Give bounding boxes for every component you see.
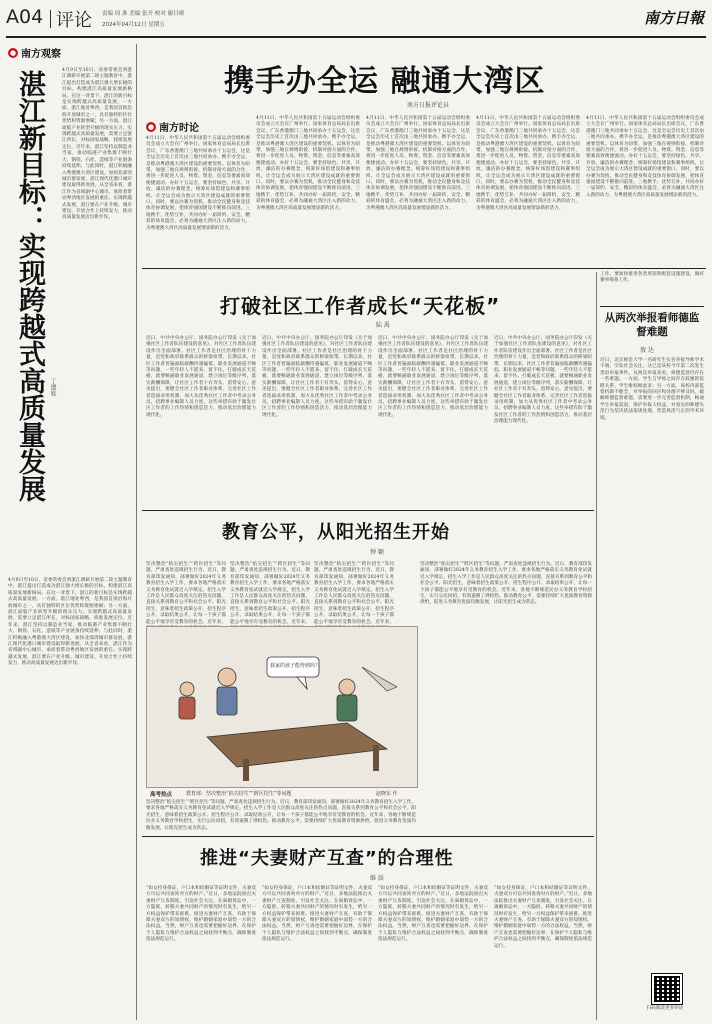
article4-body-1: “如女持身保证，户口本和结婚证等证明文件，夫妻双方可以共同查询对方的财产。”近日，多地法院推出夫妻财产互查制度，引发社会关注。在离婚诉讼中，一方隐匿、转移夫妻共同财产的情况时有发生，给另一方权益保护带来困难。推进夫妻财产互查，有助于保障夫妻双方的知情权，维护婚姻家庭中弱势一方的合法权益。当然，财产互查也需要把握好边界，在保护个人隐私与维护合法权益之间找到平衡点，确保制度依法规范运行。 <box>146 886 256 943</box>
lead-article-body-3: 4月11日，中华人民共和国第十五届运动会组织委员会成立大会在广州举行。国家体育总局局长出席会议，广东香港澳门三地共同承办十五运会，这是全运会历史上首次由三地共同承办。携手办全运，是推动粤港澳大湾区建设的重要契机。以体育为纽带，加强三地在规则衔接、机制对接方面的合作，将进一步促进人员、物资、资金、信息等要素高效便捷流动。办好十五运会，要坚持绿色、共享、开放、廉洁的办赛理念，统筹好场馆建设和赛事组织，让全运会成为展示大湾区建设成就的重要窗口。同时，要以办赛为契机，推动全民健身和竞技体育协调发展，把体育强国建设不断推向前进。三地携手，优势互补，共同办好一届简约、安全、精彩的体育盛会，必将为融通大湾区注入新的动力，为粤港澳大湾区高质量发展增添新的活力。 <box>366 116 470 211</box>
article2-body-4: 近日，中共中央办公厅、国务院办公厅印发《关于加强社区工作者队伍建设的意见》，对社区工作者队伍建设作出全面部署。社区工作者是社区治理的骨干力量，是党和政府联系群众的桥梁纽带。长期以来，社区工作者普遍面临薪酬待遇偏低、职业发展通道不畅等问题，一些年轻人不愿来、留不住。打破成长天花板，就要畅通职业发展通道，建立岗位等级序列，落实薪酬保障，让社区工作者干有奔头、留得安心。意见提出，要健全社区工作者职业体系，完善社区工作者选拔录用机制，加大从优秀社区工作者中考录公务员、招聘事业编制人员力度。这些举措有助于激发社区工作者的工作热情和创造活力，推动基层治理能力现代化。 <box>494 336 592 425</box>
page-header <box>6 4 706 34</box>
editorial-cartoon <box>146 626 418 788</box>
page-code: A04 <box>6 6 44 28</box>
article3-body-3: 坚决整治“掐尖招生”“跨区招生”等问题，严肃查处违规招生行为。近日，教育部印发通知，部署做好2024年义务教育招生入学工作，要求各地严格落实义务教育免试就近入学规定。招生入学工作是人民群众高度关注的热点问题，直接关系到教育公平和社会公平。阳光招生，意味着招生政策公开、招生程序公开、录取结果公开，让每一个孩子都能公平地享有受教育的机会。近年来， <box>314 562 394 625</box>
article4-body-2: “如女持身保证，户口本和结婚证等证明文件，夫妻双方可以共同查询对方的财产。”近日，多地法院推出夫妻财产互查制度，引发社会关注。在离婚诉讼中，一方隐匿、转移夫妻共同财产的情况时有发生，给另一方权益保护带来困难。推进夫妻财产互查，有助于保障夫妻双方的知情权，维护婚姻家庭中弱势一方的合法权益。当然，财产互查也需要把握好边界，在保护个人隐私与维护合法权益之间找到平衡点，确保制度依法规范运行。 <box>262 886 372 943</box>
lead-article-byline: 南方日报评论员 <box>407 102 450 109</box>
left-column-divider <box>136 44 137 1020</box>
sidebar-byline: 敖 达 <box>640 347 654 354</box>
article3-body-1: 坚决整治“掐尖招生”“跨区招生”等问题，严肃查处违规招生行为。近日，教育部印发通知，部署做好2024年义务教育招生入学工作，要求各地严格落实义务教育免试就近入学规定。招生入学工作是人民群众高度关注的热点问题，直接关系到教育公平和社会公平。阳光招生，意味着招生政策公开、招生程序公开、录取结果公开，让每一个孩子都能公平地享有受教育的机会。近年来， <box>146 562 226 625</box>
lead-article-body-1: 4月11日，中华人民共和国第十五届运动会组织委员会成立大会在广州举行。国家体育总局局长出席会议，广东香港澳门三地共同承办十五运会，这是全运会历史上首次由三地共同承办。携手办全运，是推动粤港澳大湾区建设的重要契机。以体育为纽带，加强三地在规则衔接、机制对接方面的合作，将进一步促进人员、物资、资金、信息等要素高效便捷流动。办好十五运会，要坚持绿色、共享、开放、廉洁的办赛理念，统筹好场馆建设和赛事组织，让全运会成为展示大湾区建设成就的重要窗口。同时，要以办赛为契机，推动全民健身和竞技体育协调发展，把体育强国建设不断推向前进。三地携手，优势互补，共同办好一届简约、安全、精彩的体育盛会，必将为融通大湾区注入新的动力，为粤港澳大湾区高质量发展增添新的活力。 <box>146 136 250 231</box>
cartoon-illustration <box>147 627 417 787</box>
sidebar-top-rule <box>600 306 704 307</box>
staff-credit: 责编 周 准 美编 张开 校对 谢日晴 <box>102 11 184 17</box>
article4-rule <box>142 836 594 837</box>
section-name: 评论 <box>56 10 92 31</box>
lead-article-tag-label: 南方时论 <box>159 123 199 134</box>
south-commentary-icon: ● <box>147 122 155 131</box>
masthead-logo: 南方日報 <box>643 9 704 27</box>
article2-body-2: 近日，中共中央办公厅、国务院办公厅印发《关于加强社区工作者队伍建设的意见》，对社区工作者队伍建设作出全面部署。社区工作者是社区治理的骨干力量，是党和政府联系群众的桥梁纽带。长期以来，社区工作者普遍面临薪酬待遇偏低、职业发展通道不畅等问题，一些年轻人不愿来、留不住。打破成长天花板，就要畅通职业发展通道，建立岗位等级序列，落实薪酬保障，让社区工作者干有奔头、留得安心。意见提出，要健全社区工作者职业体系，完善社区工作者选拔录用机制，加大从优秀社区工作者中考录公务员、招聘事业编制人员力度。这些举措有助于激发社区工作者的工作热情和创造活力，推动基层治理能力现代化。 <box>262 336 372 418</box>
article2-title: 打破社区工作者成长“天花板” <box>220 294 501 318</box>
sidebar-body: 近日，北京师范大学一名研究生实名举报导师学术不端，引发社会关注。这已是该校今年第二次发生类似举报事件。从两次举报来看，师德监督仍存在一些难题。一方面，学生与导师之间存在较强的依附关系，学生维权顾虑多；另一方面，高校内部监督机制不健全，对举报的回应和处理不够及时。破解师德监督难题，需要进一步完善监督机制，畅通学生举报渠道，保护举报人权益，对查实的师德失范行为坚决依法依规处理，营造风清气正的学术环境。 <box>600 358 704 421</box>
lead-article-body-5: 4月11日，中华人民共和国第十五届运动会组织委员会成立大会在广州举行。国家体育总局局长出席会议，广东香港澳门三地共同承办十五运会，这是全运会历史上首次由三地共同承办。携手办全运，是推动粤港澳大湾区建设的重要契机。以体育为纽带，加强三地在规则衔接、机制对接方面的合作，将进一步促进人员、物资、资金、信息等要素高效便捷流动。办好十五运会，要坚持绿色、共享、开放、廉洁的办赛理念，统筹好场馆建设和赛事组织，让全运会成为展示大湾区建设成就的重要窗口。同时，要以办赛为契机，推动全民健身和竞技体育协调发展，把体育强国建设不断推向前进。三地携手，优势互补，共同办好一届简约、安全、精彩的体育盛会，必将为融通大湾区注入新的动力，为粤港澳大湾区高质量发展增添新的活力。 <box>586 116 704 198</box>
column-tag-south-observation <box>8 45 61 60</box>
left-column-title: 湛江新目标：实现跨越式高质量发展 <box>14 70 45 502</box>
qr-caption: 扫码阅读更多评论 <box>646 1006 684 1011</box>
cartoon-credit: 赵晓东 作 <box>376 791 398 797</box>
article4-body-3: “如女持身保证，户口本和结婚证等证明文件，夫妻双方可以共同查询对方的财产。”近日，多地法院推出夫妻财产互查制度，引发社会关注。在离婚诉讼中，一方隐匿、转移夫妻共同财产的情况时有发生，给另一方权益保护带来困难。推进夫妻财产互查，有助于保障夫妻双方的知情权，维护婚姻家庭中弱势一方的合法权益。当然，财产互查也需要把握好边界，在保护个人隐私与维护合法权益之间找到平衡点，确保制度依法规范运行。 <box>378 886 488 943</box>
article3-title: 教育公平，从阳光招生开始 <box>222 522 450 543</box>
lead-article-body-4: 4月11日，中华人民共和国第十五届运动会组织委员会成立大会在广州举行。国家体育总局局长出席会议，广东香港澳门三地共同承办十五运会，这是全运会历史上首次由三地共同承办。携手办全运，是推动粤港澳大湾区建设的重要契机。以体育为纽带，加强三地在规则衔接、机制对接方面的合作，将进一步促进人员、物资、资金、信息等要素高效便捷流动。办好十五运会，要坚持绿色、共享、开放、廉洁的办赛理念，统筹好场馆建设和赛事组织，让全运会成为展示大湾区建设成就的重要窗口。同时，要以办赛为契机，推动全民健身和竞技体育协调发展，把体育强国建设不断推向前进。三地携手，优势互补，共同办好一届简约、安全、精彩的体育盛会，必将为融通大湾区注入新的动力，为粤港澳大湾区高质量发展增添新的活力。 <box>476 116 580 211</box>
article3-body-5: 坚决整治“掐尖招生”“跨区招生”等问题，严肃查处违规招生行为。近日，教育部印发通知，部署做好2024年义务教育招生入学工作，要求各地严格落实义务教育免试就近入学规定。招生入学工作是人民群众高度关注的热点问题，直接关系到教育公平和社会公平。阳光招生，意味着招生政策公开、招生程序公开、录取结果公开，让每一个孩子都能公平地享有受教育的机会。近年来，各地不断规范民办义务教育学校招生，实行公民同招，有效遏制了择校热。推动教育公平，需要持续扩大优质教育资源供给，促进义务教育优质均衡发展，让阳光招生成为常态。 <box>146 800 416 831</box>
lead-article-tag <box>146 119 199 134</box>
article4-title: 推进“夫妻财产互查”的合理性 <box>200 848 454 869</box>
header-divider <box>50 10 51 28</box>
left-column-body-bottom: 4月9日至10日，省委常委会到湛江调研开展第二轮主题教育中，湛江提出打造成为湛江强大增长极的目标，构建湛江高质量发展新格局。在这一背景下，湛江的新目标是实现跨越式高质量发展。一方面，湛江地处粤西，是我国首批沿海开放城市之一，具有独特的区位优势和资源禀赋；另一方面，湛江面临产业转型升级的现实压力。实现跨越式高质量发展，需要立足湛江所长，对标国家战略，找准发展定位。近年来，湛江坚持以制造业当家，推动临港产业集群不断壮大，钢铁、石化、造纸等产业链条持续延伸。与此同时，湛江积极融入粤港澳大湾区建设，加快北部湾城市群发展，湛江现代化港口城市建设取得新进展。从全省来看，湛江作为省域副中心城市，承担着带动粤西地区发展的重任。实现跨越式发展，湛江要在产业升级、城市建设、开放合作上持续发力，推动高质量发展迈出新步伐。 <box>8 578 132 667</box>
article4-byline: 维 辰 <box>370 875 384 882</box>
article4-body-4: “如女持身保证，户口本和结婚证等证明文件，夫妻双方可以共同查询对方的财产。”近日，多地法院推出夫妻财产互查制度，引发社会关注。在离婚诉讼中，一方隐匿、转移夫妻共同财产的情况时有发生，给另一方权益保护带来困难。推进夫妻财产互查，有助于保障夫妻双方的知情权，维护婚姻家庭中弱势一方的合法权益。当然，财产互查也需要把握好边界，在保护个人隐私与维护合法权益之间找到平衡点，确保制度依法规范运行。 <box>494 886 592 949</box>
article3-body-2: 坚决整治“掐尖招生”“跨区招生”等问题，严肃查处违规招生行为。近日，教育部印发通知，部署做好2024年义务教育招生入学工作，要求各地严格落实义务教育免试就近入学规定。招生入学工作是人民群众高度关注的热点问题，直接关系到教育公平和社会公平。阳光招生，意味着招生政策公开、招生程序公开、录取结果公开，让每一个孩子都能公平地享有受教育的机会。近年来， <box>230 562 310 625</box>
issue-date: 2024年04月12日 星期五 <box>102 22 165 28</box>
qr-code[interactable] <box>652 974 682 1004</box>
left-column-byline: 丁建庭 <box>49 378 56 396</box>
sidebar-title: 从两次举报看师德监督难题 <box>604 312 700 338</box>
article3-rule <box>142 510 594 511</box>
sidebar-intro: 工作。要加快推进各类场馆和配套设施建设，做好赛事筹备工作。 <box>600 272 704 284</box>
cartoon-speech: 我家的孩子能得到吗？ <box>269 663 320 669</box>
article3-body-4: 坚决整治“掐尖招生”“跨区招生”等问题，严肃查处违规招生行为。近日，教育部印发通知，部署做好2024年义务教育招生入学工作，要求各地严格落实义务教育免试就近入学规定。招生入学工作是人民群众高度关注的热点问题，直接关系到教育公平和社会公平。阳光招生，意味着招生政策公开、招生程序公开、录取结果公开，让每一个孩子都能公平地享有受教育的机会。近年来，各地不断规范民办义务教育学校招生，实行公民同招，有效遏制了择校热。推动教育公平，需要持续扩大优质教育资源供给，促进义务教育优质均衡发展，让阳光招生成为常态。 <box>420 562 592 606</box>
lead-article-body-2: 4月11日，中华人民共和国第十五届运动会组织委员会成立大会在广州举行。国家体育总局局长出席会议，广东香港澳门三地共同承办十五运会，这是全运会历史上首次由三地共同承办。携手办全运，是推动粤港澳大湾区建设的重要契机。以体育为纽带，加强三地在规则衔接、机制对接方面的合作，将进一步促进人员、物资、资金、信息等要素高效便捷流动。办好十五运会，要坚持绿色、共享、开放、廉洁的办赛理念，统筹好场馆建设和赛事组织，让全运会成为展示大湾区建设成就的重要窗口。同时，要以办赛为契机，推动全民健身和竞技体育协调发展，把体育强国建设不断推向前进。三地携手，优势互补，共同办好一届简约、安全、精彩的体育盛会，必将为融通大湾区注入新的动力，为粤港澳大湾区高质量发展增添新的活力。 <box>256 116 360 211</box>
column-tag-label: 南方观察 <box>21 49 61 60</box>
lead-article-rule <box>142 268 706 269</box>
article2-byline: 陆 禹 <box>376 322 390 329</box>
lead-article-title: 携手办全运 融通大湾区 <box>224 64 546 99</box>
left-column-body-top: 4月9日至10日，省委常委会到湛江调研开展第二轮主题教育中，湛江提出打造成为湛江强大增长极的目标，构建湛江高质量发展新格局。在这一背景下，湛江的新目标是实现跨越式高质量发展。一方面，湛江地处粤西，是我国首批沿海开放城市之一，具有独特的区位优势和资源禀赋；另一方面，湛江面临产业转型升级的现实压力。实现跨越式高质量发展，需要立足湛江所长，对标国家战略，找准发展定位。近年来，湛江坚持以制造业当家，推动临港产业集群不断壮大，钢铁、石化、造纸等产业链条持续延伸。与此同时，湛江积极融入粤港澳大湾区建设，加快北部湾城市群发展，湛江现代化港口城市建设取得新进展。从全省来看，湛江作为省域副中心城市，承担着带动粤西地区发展的重任。实现跨越式发展，湛江要在产业升级、城市建设、开放合作上持续发力，推动高质量发展迈出新步伐。 <box>62 68 132 221</box>
magnifier-icon: ● <box>9 48 17 57</box>
article2-body-3: 近日，中共中央办公厅、国务院办公厅印发《关于加强社区工作者队伍建设的意见》，对社区工作者队伍建设作出全面部署。社区工作者是社区治理的骨干力量，是党和政府联系群众的桥梁纽带。长期以来，社区工作者普遍面临薪酬待遇偏低、职业发展通道不畅等问题，一些年轻人不愿来、留不住。打破成长天花板，就要畅通职业发展通道，建立岗位等级序列，落实薪酬保障，让社区工作者干有奔头、留得安心。意见提出，要健全社区工作者职业体系，完善社区工作者选拔录用机制，加大从优秀社区工作者中考录公务员、招聘事业编制人员力度。这些举措有助于激发社区工作者的工作热情和创造活力，推动基层治理能力现代化。 <box>378 336 488 418</box>
article3-byline: 钟 颖 <box>370 549 384 556</box>
cartoon-caption: 高考热点 <box>150 792 173 798</box>
cartoon-note: 教育部：坚决整治“掐尖招生”“跨区招生”等问题 <box>186 791 292 797</box>
header-rule <box>6 36 706 38</box>
article2-body-1: 近日，中共中央办公厅、国务院办公厅印发《关于加强社区工作者队伍建设的意见》，对社区工作者队伍建设作出全面部署。社区工作者是社区治理的骨干力量，是党和政府联系群众的桥梁纽带。长期以来，社区工作者普遍面临薪酬待遇偏低、职业发展通道不畅等问题，一些年轻人不愿来、留不住。打破成长天花板，就要畅通职业发展通道，建立岗位等级序列，落实薪酬保障，让社区工作者干有奔头、留得安心。意见提出，要健全社区工作者职业体系，完善社区工作者选拔录用机制，加大从优秀社区工作者中考录公务员、招聘事业编制人员力度。这些举措有助于激发社区工作者的工作热情和创造活力，推动基层治理能力现代化。 <box>146 336 256 418</box>
right-sidebar-divider <box>596 272 597 1020</box>
